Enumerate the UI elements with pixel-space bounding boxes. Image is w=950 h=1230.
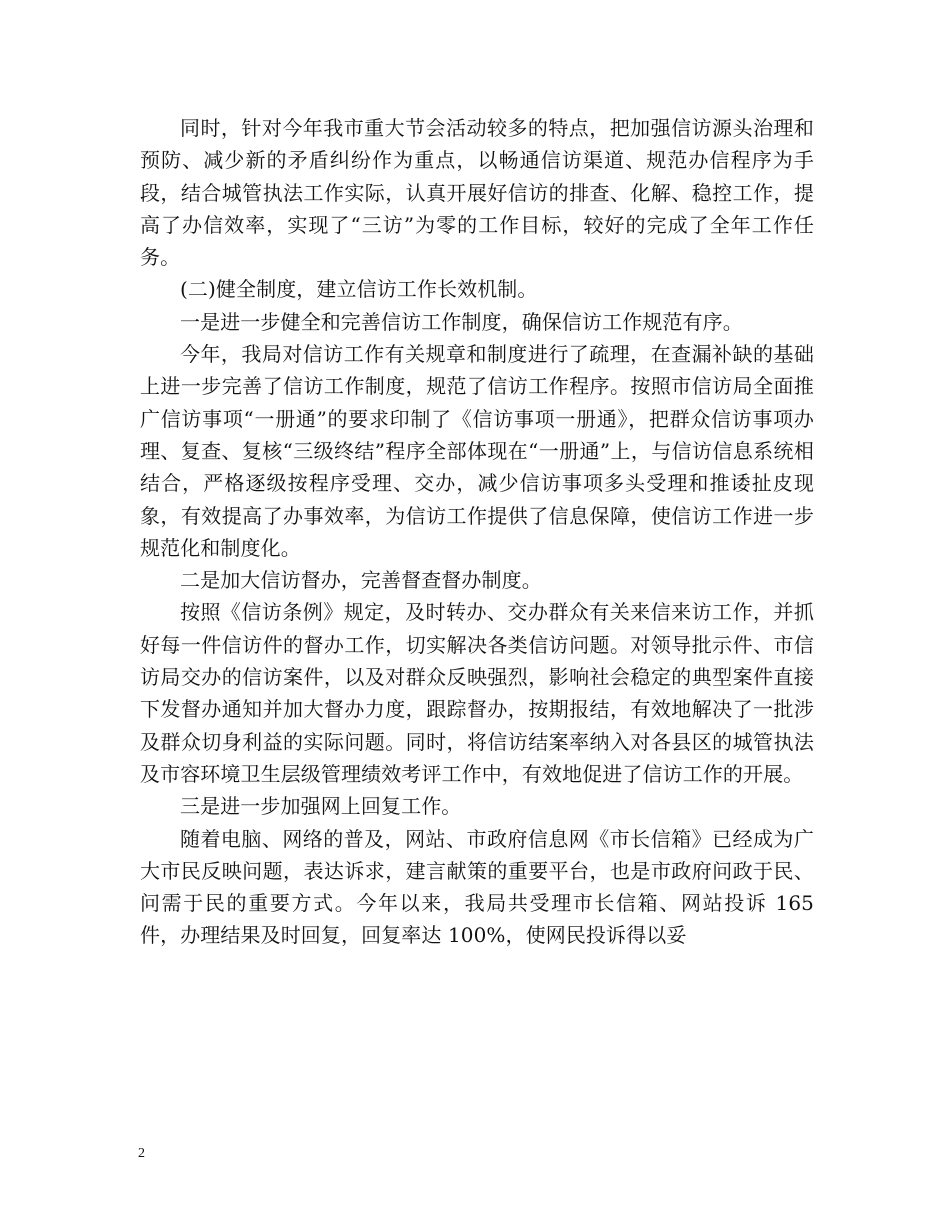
paragraph-4: 今年，我局对信访工作有关规章和制度进行了疏理，在查漏补缺的基础上进一步完善了信访工作制度，规范了信访工作程序。按照市信访局全面推广信访事项“一册通”的要求印制了《信访事项一册通》，把群众信访事项办理、复查、复核“三级终结”程序全部体现在“一册通”上，与信访信息系统相结合，严格逐级按程序受理、交办，减少信访事项多头受理和推诿扯皮现象，有效提高了办事效率，为信访工作提供了信息保障，使信访工作进一步规范化和制度化。 — [140, 342, 814, 560]
paragraph-2-heading: (二)健全制度，建立信访工作长效机制。 — [180, 277, 538, 302]
paragraph-3-subheading: 一是进一步健全和完善信访工作制度，确保信访工作规范有序。 — [180, 309, 743, 334]
paragraph-6: 按照《信访条例》规定，及时转办、交办群众有关来信来访工作，并抓好每一件信访件的督办工作，切实解决各类信访问题。对领导批示件、市信访局交办的信访案件，以及对群众反映强烈，影响社会稳定的典型案件直接下发督办通知并加大督办力度，跟踪督办，按期报结，有效地解决了一批涉及群众切身利益的实际问题。同时，将信访结案率纳入对各县区的城管执法及市容环境卫生层级管理绩效考评工作中，有效地促进了信访工作的开展。 — [140, 600, 814, 786]
page-number: 2 — [138, 1146, 145, 1161]
paragraph-8: 随着电脑、网络的普及，网站、市政府信息网《市长信箱》已经成为广大市民反映问题，表达诉求，建言献策的重要平台，也是市政府问政于民、问需于民的重要方式。今年以来，我局共受理市长信箱、网站投诉 165 件，办理结果及时回复，回复率达 100%，使网民投诉得以妥 — [140, 826, 814, 948]
paragraph-5-subheading: 二是加大信访督办，完善督查督办制度。 — [180, 568, 542, 593]
paragraph-1: 同时，针对今年我市重大节会活动较多的特点，把加强信访源头治理和预防、减少新的矛盾纠纷作为重点，以畅通信访渠道、规范办信程序为手段，结合城管执法工作实际，认真开展好信访的排查、化解、稳控工作，提高了办信效率，实现了“三访”为零的工作目标，较好的完成了全年工作任务。 — [140, 116, 814, 270]
paragraph-7-subheading: 三是进一步加强网上回复工作。 — [180, 794, 462, 819]
document-body — [140, 112, 814, 952]
